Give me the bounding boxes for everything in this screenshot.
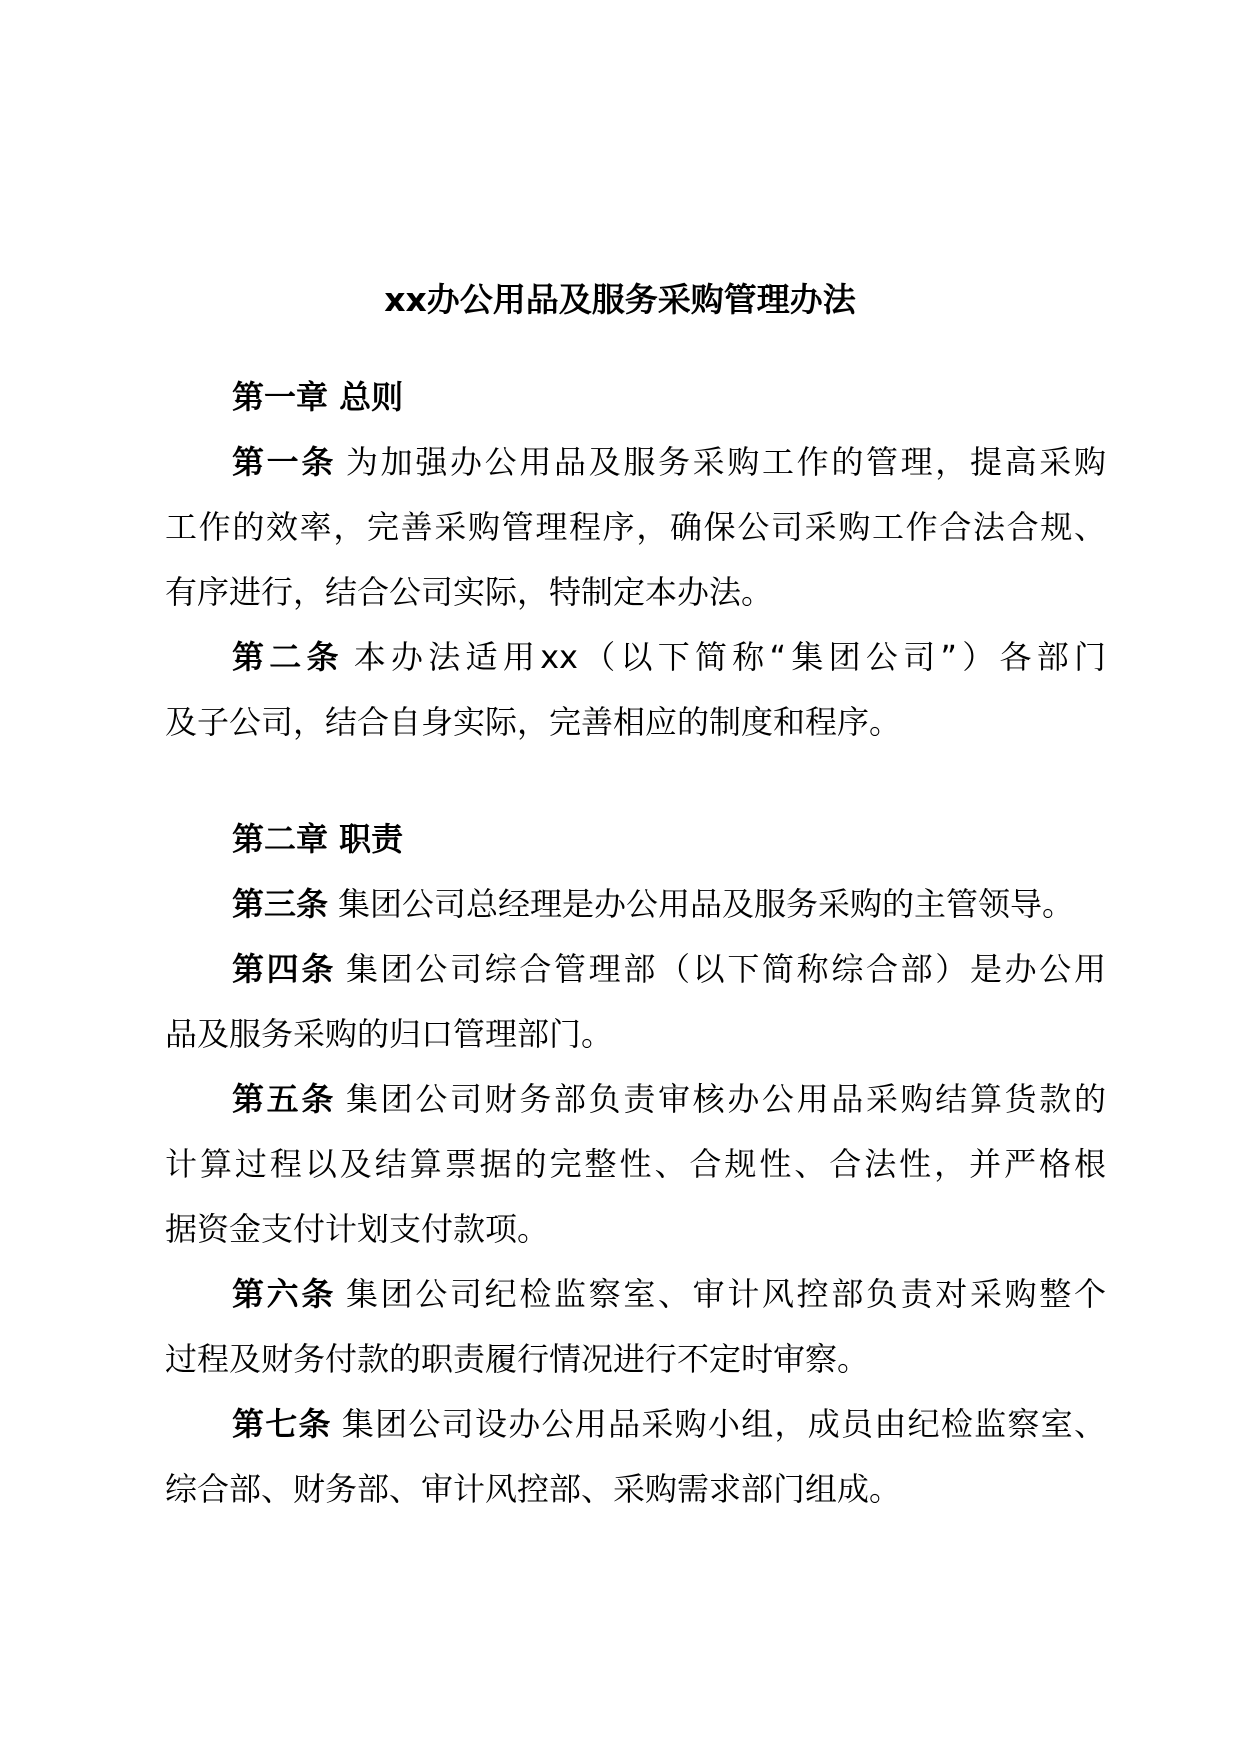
article-line: [165, 1262, 1106, 1327]
article-label: 第四条: [232, 950, 336, 988]
article-label: 第五条: [232, 1080, 336, 1118]
article-line: 据资金支付计划支付款项。: [165, 1210, 550, 1248]
article-text: 集团公司设办公用品采购小组，成员由纪检监察室、: [341, 1405, 1106, 1443]
article-line: 有序进行，结合公司实际，特制定本办法。: [165, 573, 774, 611]
article-text: 为加强办公用品及服务采购工作的管理，提高采购: [346, 443, 1106, 481]
article-label: 第二条: [232, 638, 344, 676]
article-label: 第七条: [232, 1405, 332, 1443]
article-line: [165, 625, 1106, 690]
article-text: 集团公司财务部负责审核办公用品采购结算货款的: [346, 1080, 1106, 1118]
article-label: 第六条: [232, 1275, 336, 1313]
article-line: [165, 1067, 1106, 1132]
article-text: 集团公司总经理是办公用品及服务采购的主管领导。: [338, 885, 1075, 923]
article-line: 计算过程以及结算票据的完整性、合规性、合法性，并严格根: [165, 1145, 1106, 1183]
chapter-heading: 第二章 职责: [232, 820, 404, 858]
article-text: 集团公司纪检监察室、审计风控部负责对采购整个: [346, 1275, 1106, 1313]
article-line: [165, 872, 1106, 937]
article-line: 综合部、财务部、审计风控部、采购需求部门组成。: [165, 1470, 902, 1508]
section-gap: [165, 755, 1106, 807]
article-label: 第三条: [232, 885, 329, 923]
article-line: 工作的效率，完善采购管理程序，确保公司采购工作合法合规、: [165, 508, 1106, 546]
article-line: [165, 1392, 1106, 1457]
article-text: 本办法适用xx（以下简称“集团公司”）各部门: [353, 638, 1106, 676]
article-text: 集团公司综合管理部（以下简称综合部）是办公用: [346, 950, 1106, 988]
article-line: 过程及财务付款的职责履行情况进行不定时审察。: [165, 1340, 870, 1378]
document-body: [165, 365, 1106, 1522]
article-line: [165, 430, 1106, 495]
article-label: 第一条: [232, 443, 336, 481]
article-line: [165, 937, 1106, 1002]
article-line: 及子公司，结合自身实际，完善相应的制度和程序。: [165, 703, 902, 741]
chapter-heading: 第一章 总则: [232, 378, 404, 416]
article-line: 品及服务采购的归口管理部门。: [165, 1015, 614, 1053]
document-title: xx办公用品及服务采购管理办法: [384, 280, 856, 319]
